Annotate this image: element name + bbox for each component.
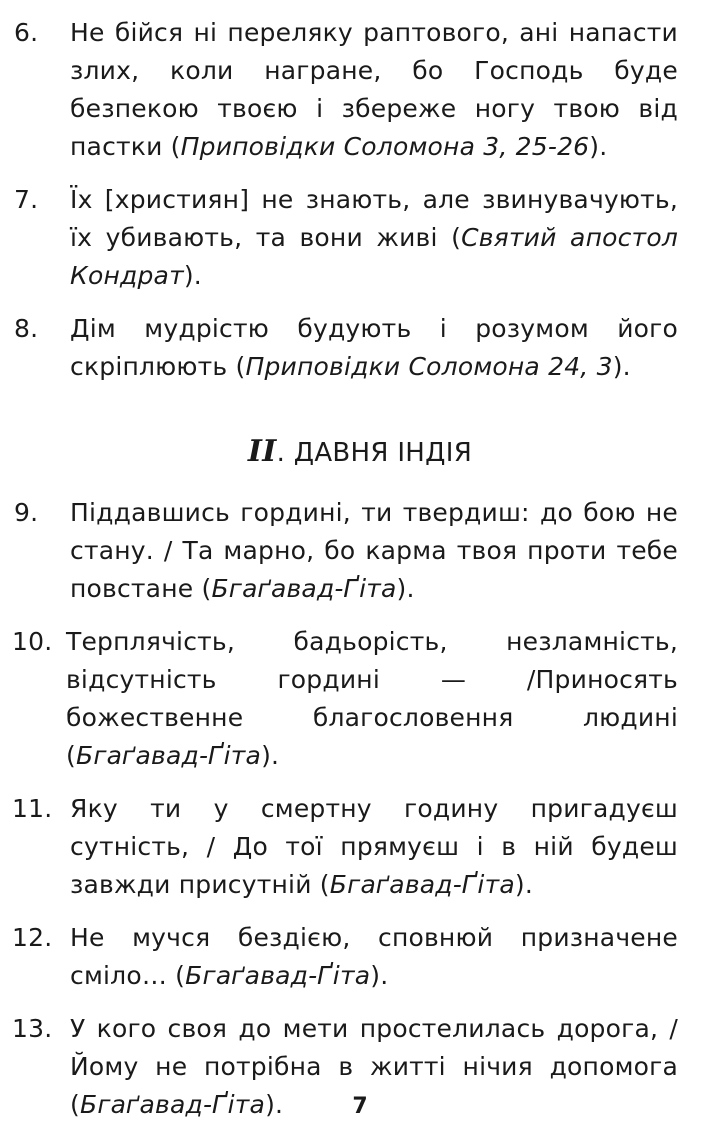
item-number: 12. — [12, 923, 53, 952]
quote-text: Їх [християн] не знають, але звинувачують, їх убивають, та вони живі ( — [70, 185, 678, 252]
quote-source: Бгаґавад-Ґіта — [211, 574, 397, 603]
item-number: 11. — [12, 794, 53, 823]
quote-source: Приповідки Соломона 3, 25-26 — [180, 132, 590, 161]
list-item — [0, 14, 720, 166]
item-number: 10. — [12, 627, 53, 656]
item-number: 8. — [14, 314, 39, 343]
list-item — [0, 494, 720, 608]
section-title: . ДАВНЯ ІНДІЯ — [276, 438, 473, 468]
quote-text: Не мучся бездією, сповнюй призначене сміло… ( — [70, 923, 678, 990]
quote-close: ). — [265, 1090, 284, 1119]
quote-text: Терплячість, бадьорість, незламність, відсутність гордині — /Приносять божественне благословення людині ( — [66, 627, 678, 770]
quote-close: ). — [514, 870, 533, 899]
quote-source: Бгаґавад-Ґіта — [185, 961, 371, 990]
list-item — [0, 623, 720, 775]
quote-source: Приповідки Соломона 24, 3 — [245, 352, 613, 381]
quote-close: ). — [261, 741, 280, 770]
quote-text: Піддавшись гордині, ти твердиш: до бою не стану. / Та марно, бо карма твоя проти тебе повстане ( — [70, 498, 678, 603]
item-number: 7. — [14, 185, 39, 214]
quote-close: ). — [396, 574, 415, 603]
quote-close: ). — [183, 261, 202, 290]
quote-text: Дім мудрістю будують і розумом його скріплюють ( — [70, 314, 678, 381]
section-heading — [0, 432, 720, 473]
list-item — [0, 310, 720, 386]
item-number: 6. — [14, 18, 39, 47]
quote-list-bible — [0, 14, 720, 401]
page-number: 7 — [352, 1094, 368, 1119]
quote-close: ). — [370, 961, 389, 990]
list-item — [0, 790, 720, 904]
quote-source: Бгаґавад-Ґіта — [329, 870, 515, 899]
item-number: 9. — [14, 498, 39, 527]
quote-text: У кого своя до мети простелилась дорога, / Йому не потрібна в житті нічия допомога ( — [70, 1014, 678, 1119]
list-item — [0, 919, 720, 995]
section-roman-numeral: ІІ — [247, 434, 277, 469]
quote-source: Святий апостол Кондрат — [70, 223, 678, 290]
quote-text: Не бійся ні переляку раптового, ані напасти злих, коли награне, бо Господь буде безпекою твоєю і збереже ногу твою від пастки ( — [70, 18, 678, 161]
quote-close: ). — [589, 132, 608, 161]
quote-list-india — [0, 494, 720, 1139]
quote-source: Бгаґавад-Ґіта — [79, 1090, 266, 1119]
quote-source: Бгаґавад-Ґіта — [75, 741, 262, 770]
item-number: 13. — [12, 1014, 53, 1043]
list-item — [0, 181, 720, 295]
quote-text: Яку ти у смертну годину пригадуєш сутність, / До тої прямуєш і в ній будеш завжди присутній ( — [70, 794, 678, 899]
quote-close: ). — [612, 352, 631, 381]
